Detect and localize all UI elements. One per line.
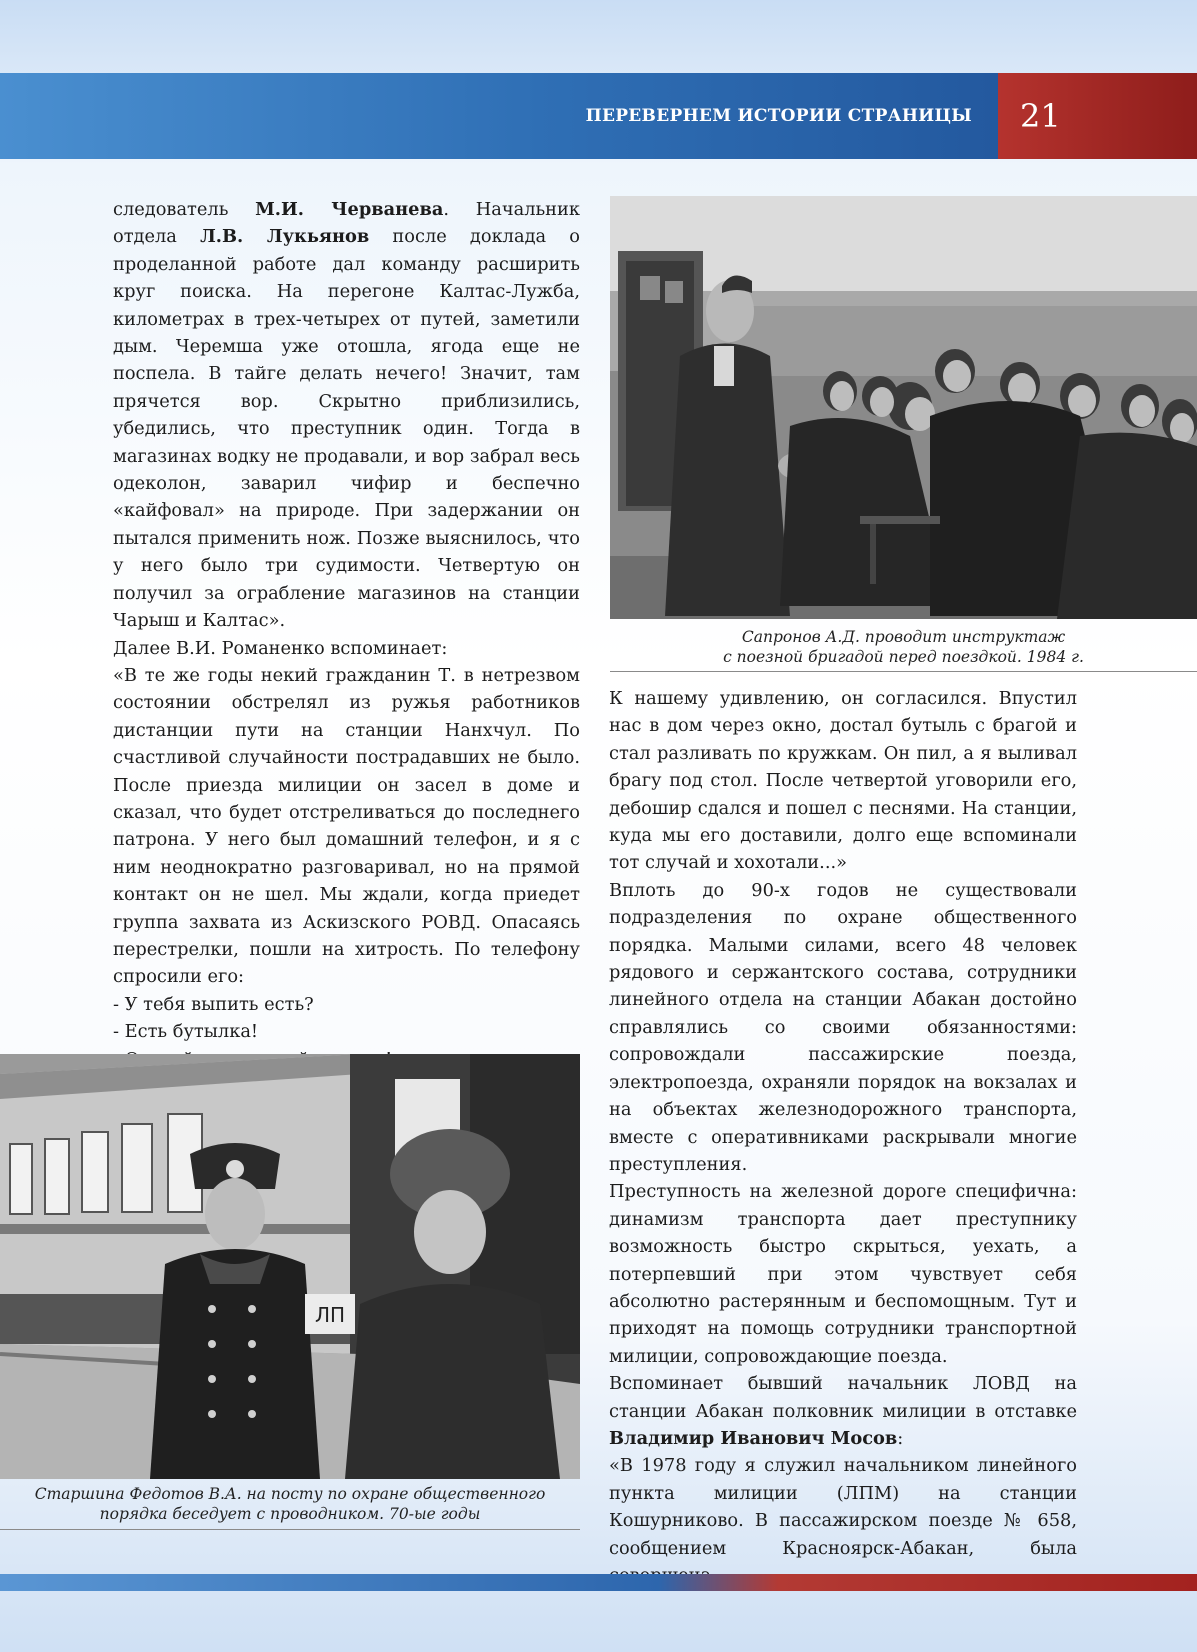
paragraph: Вплоть до 90-х годов не существовали подразделения по охране общественного порядка. Малыми силами, всего 48 человек рядового и сержантского состава, сотрудники линейного отдела на станции Абакан достойно справлялись со своими обязанностями: сопровождали пассажирские поезда, электропоезда, охраняли порядок на вокзалах и на объектах железнодорожного транспорта, вместе с оперативниками раскрывали многие преступления. xyxy=(609,879,1077,1175)
paragraph: Далее В.И. Романенко вспоминает: xyxy=(113,637,448,659)
footer-bar xyxy=(0,1574,1197,1591)
paragraph: К нашему удивлению, он согласился. Впустил нас в дом через окно, достал бутыль с брагой и стал разливать по кружкам. Он пил, а я выливал брагу под стол. После четвертой уговорили его, дебошир сдался и пошел с песнями. На станции, куда мы его доставили, долго еще вспоминали тот случай и хохотали...» xyxy=(609,688,1077,874)
paragraph: «В 1978 году я служил начальником линейного пункта милиции (ЛПМ) на станции Кошурниково. В пассажирском поезде № 658, сообщением Красноярск-Абакан, была xyxy=(609,1455,1077,1559)
person-name: Владимир Иванович Мосов xyxy=(609,1427,898,1449)
right-text-column xyxy=(609,685,1077,1589)
caption-divider xyxy=(0,1529,580,1530)
caption-divider xyxy=(610,671,1197,672)
section-title: ПЕРЕВЕРНЕМ ИСТОРИИ СТРАНИЦЫ xyxy=(585,106,972,126)
briefing-photo-caption: Сапронов А.Д. проводит инструктаж с поезной бригадой перед поездкой. 1984 г. xyxy=(723,628,1084,666)
train-post-photo-caption: Старшина Федотов В.А. на посту по охране общественного порядка беседует с проводником. 70-ые годы xyxy=(34,1485,546,1523)
paragraph: «В те же годы некий гражданин Т. в нетрезвом состоянии обстрелял из ружья работников дистанции пути на станции Нанхчул. По счастливой случайности пострадавших не было. После приезда милиции он засел в доме и сказал, что будет отстреливаться до последнего патрона. У него был домашний телефон, и я с ним неоднократно разговаривал, но на прямой контакт он не шел. Мы ждали, когда приедет группа захвата из Аскизского РОВД. Опасаясь перестрелки, пошли на хитрость. По телефону спросили его: xyxy=(113,664,580,988)
paragraph: Преступность на железной дороге специфична: динамизм транспорта дает преступнику возможность быстро скрыться, уехать, а потерпевший при этом чувствует себя абсолютно растерянным и беспомощным. Тут и приходят на помощь сотрудники транспортной милиции, сопровождающие поезда. xyxy=(609,1181,1077,1367)
armband-text: ЛП xyxy=(314,1303,346,1327)
paragraph: следователь М.И. Черванева. Начальник отдела Л.В. Лукьянов после доклада о проделанной работе дал команду расширить круг поиска. На перегоне Калтас-Лужба, километрах в трех-четырех от путей, заметили дым. Черемша уже отошла, ягода еще не поспела. В тайге делать нечего! Значит, там прячется вор. Скрытно приблизились, убедились, что преступник один. Тогда в магазинах водку не продавали, и вор забрал весь одеколон, заварил чифир и беспечно «кайфовал» на природе. При задержании он пытался применить нож. Позже выяснилось, что у него было три судимости. Четвертую он получил за ограбление магазинов на станции Чарыш и Калтас». xyxy=(113,199,580,632)
left-text-column xyxy=(113,196,580,1073)
page-number: 21 xyxy=(1020,97,1061,135)
paragraph: Вспоминает бывший начальник ЛОВД на станции Абакан полковник милиции в отставке Владимир Иванович Мосов: xyxy=(609,1373,1077,1449)
train-post-photo xyxy=(0,1054,580,1479)
person-name: М.И. Черванева xyxy=(255,199,444,220)
page-number-box xyxy=(998,73,1197,159)
dialogue-line: - У тебя выпить есть? xyxy=(113,993,314,1015)
briefing-photo xyxy=(610,196,1197,619)
person-name: Л.В. Лукьянов xyxy=(200,226,370,248)
dialogue-line: - Есть бутылка! xyxy=(113,1021,259,1043)
page-header xyxy=(0,73,1197,159)
